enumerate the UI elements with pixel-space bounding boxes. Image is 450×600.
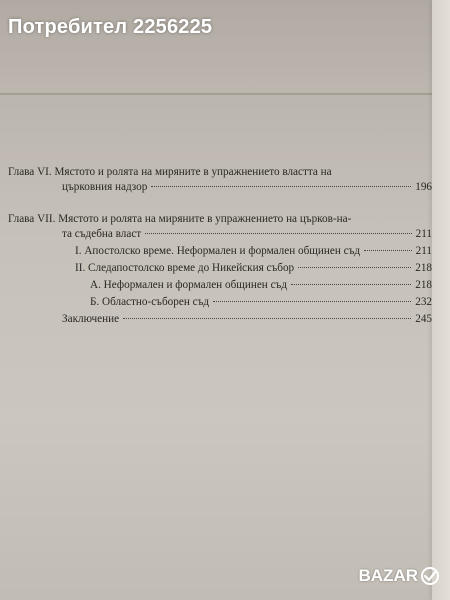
- check-icon: [420, 567, 440, 585]
- leader-dots: [145, 233, 411, 234]
- leader-dots: [291, 284, 411, 285]
- user-watermark: Потребител 2256225: [8, 16, 213, 38]
- toc-chapter-6-line2: [62, 181, 432, 193]
- leader-dots: [298, 267, 411, 268]
- leader-dots: [151, 186, 411, 187]
- toc-section-1: [75, 245, 432, 257]
- toc-section-1-title: I. Апостолско време. Неформален и формален общинен съд: [75, 245, 361, 257]
- leader-dots: [123, 318, 411, 319]
- logo-text: BAZAR: [358, 566, 418, 585]
- toc-subsection-b-title: Б. Областно-съборен съд: [90, 296, 210, 308]
- toc-conclusion: [62, 313, 432, 325]
- toc-section-2-title: II. Следапостолско време до Никейския събор: [75, 262, 295, 274]
- toc-subsection-a-page: 218: [415, 279, 432, 291]
- toc-chapter-6-page: 196: [415, 181, 432, 193]
- toc-subsection-a-title: А. Неформален и формален общинен съд: [90, 279, 288, 291]
- toc-conclusion-page: 245: [415, 313, 432, 325]
- leader-dots: [213, 301, 411, 302]
- toc-chapter-7-line2: [62, 228, 432, 240]
- leader-dots: [364, 250, 412, 251]
- toc-section-2: [75, 262, 432, 274]
- toc-conclusion-title: Заключение: [62, 313, 120, 325]
- toc-section-2-page: 218: [415, 262, 432, 274]
- toc-chapter-6-title-cont: църковния надзор: [62, 181, 148, 193]
- toc-chapter-6-line1: Глава VI. Мястото и ролята на миряните в упражнението властта на: [8, 166, 332, 178]
- bazar-logo: [359, 566, 441, 586]
- toc-chapter-7-title-cont: та съдебна власт: [62, 228, 142, 240]
- toc-subsection-b: [90, 296, 432, 308]
- toc-section-1-page: 211: [415, 245, 432, 257]
- toc-chapter-7-line1: Глава VII. Мястото и ролята на миряните в упражнението на църков-на-: [8, 213, 352, 225]
- toc-subsection-b-page: 232: [415, 296, 432, 308]
- toc-subsection-a: [90, 279, 432, 291]
- toc-chapter-7-page: 211: [415, 228, 432, 240]
